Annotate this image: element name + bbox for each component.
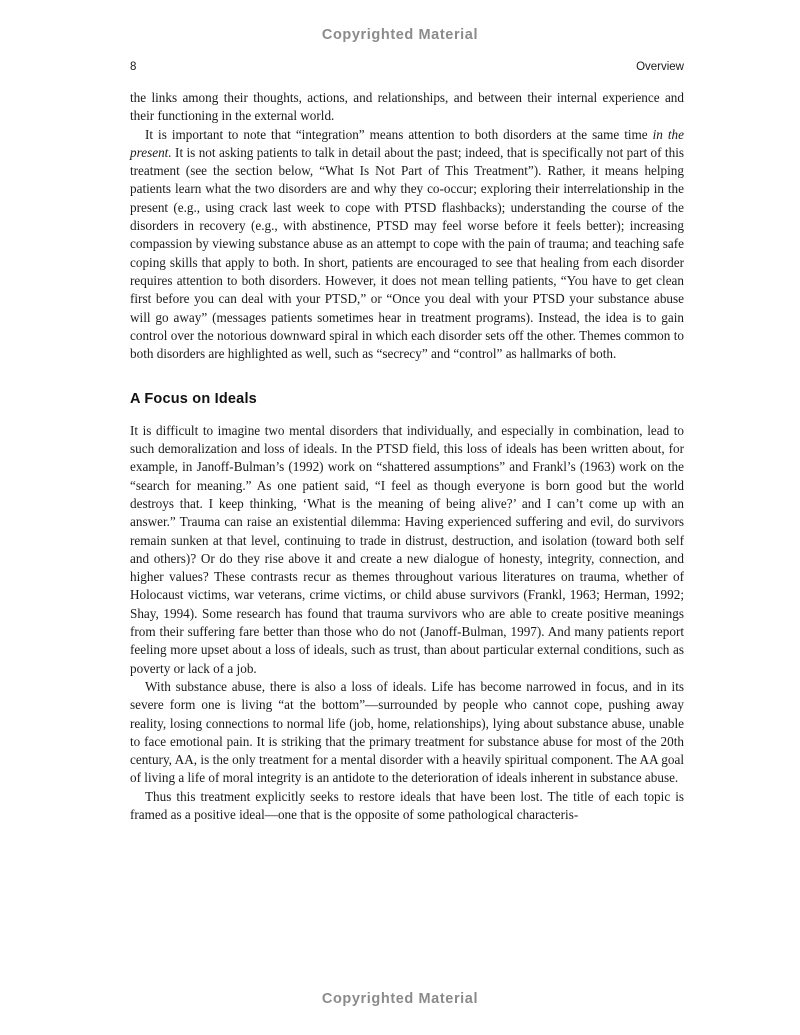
- body-paragraph-2: [130, 126, 684, 364]
- body-paragraph-5: Thus this treatment explicitly seeks to restore ideals that have been lost. The title of each topic is framed as a positive ideal—one that is the opposite of some pathological characteris-: [130, 788, 684, 822]
- running-header: [130, 61, 684, 73]
- italic-phrase: in the present.: [130, 126, 685, 160]
- body-paragraph-4: With substance abuse, there is also a loss of ideals. Life has become narrowed in focus, and in its severe form one is living “at the bottom”—surrounded by people who cannot cope, pushing away reality, losing connections to normal life (job, home, relationships), lying about substance abuse, unable to face emotional pain. It is striking that the primary treatment for substance abuse for most of the 20th century, AA, is the only treatment for a mental disorder with a heavily spiritual component. The AA goal of living a life of moral integrity is an antidote to the deterioration of ideals inherent in substance abuse.: [130, 678, 684, 786]
- body-paragraph-1: the links among their thoughts, actions, and relationships, and between their internal experience and their functioning in the external world.: [130, 90, 684, 124]
- copyright-watermark-bottom: Copyrighted Material: [321, 991, 479, 1007]
- page-body: [130, 89, 684, 824]
- running-title: Overview: [636, 61, 684, 73]
- body-paragraph-3: It is difficult to imagine two mental disorders that individually, and especially in combination, lead to such demoralization and loss of ideals. In the PTSD field, this loss of ideals has been written about, for example, in Janoff-Bulman’s (1992) work on “shattered assumptions” and Frankl’s (1963) work on the “search for meaning.” As one patient said, “I feel as though everyone is born good but the world destroys that. I keep thinking, ‘What is the meaning of being alive?’ and I can’t come up with an answer.” Trauma can raise an existential dilemma: Having experienced suffering and evil, do survivors remain sunken at that level, continuing to trade in distrust, destruction, and isolation (toward both self and others)? Or do they rise above it and create a new dialogue of honesty, integrity, connection, and higher values? These contrasts recur as themes throughout various literatures on trauma, whether of Holocaust victims, war veterans, crime victims, or child abuse survivors (Frankl, 1963; Herman, 1992; Shay, 1994). Some research has found that trauma survivors who are able to create positive meanings from their suffering fare better than those who do not (Janoff-Bulman, 1997). And many patients report feeling more upset about a loss of ideals, such as trust, than about particular external conditions, such as poverty or lack of a job.: [130, 422, 684, 676]
- paragraph-text: It is not asking patients to talk in detail about the past; indeed, that is specifically not part of this treatment (see the section below, “What Is Not Part of This Treatment”). Rather, it means helping patients learn what the two disorders are and why they co-occur; exploring their interrelationship in the present (e.g., using crack last week to cope with PTSD flashbacks); understanding the course of the disorders in recovery (e.g., with abstinence, PTSD may feel worse before it feels better); increasing compassion by viewing substance abuse as an attempt to cope with the pain of trauma; and teaching safe coping skills that apply to both. In short, patients are encouraged to see that healing from each disorder requires attention to both disorders. However, it does not mean telling patients, “You have to get clean first before you can deal with your PTSD,” or “Once you deal with your PTSD your substance abuse will go away” (messages patients sometimes hear in treatment programs). Instead, the idea is to gain control over the notorious downward spiral in which each disorder sets off the other. Themes common to both disorders are highlighted as well, such as “secrecy” and “control” as hallmarks of both.: [130, 144, 684, 362]
- page-number: 8: [130, 61, 137, 73]
- copyright-watermark-top: Copyrighted Material: [321, 27, 479, 43]
- section-heading: A Focus on Ideals: [130, 391, 257, 408]
- paragraph-text: It is important to note that “integration” means attention to both disorders at the same time: [145, 126, 653, 142]
